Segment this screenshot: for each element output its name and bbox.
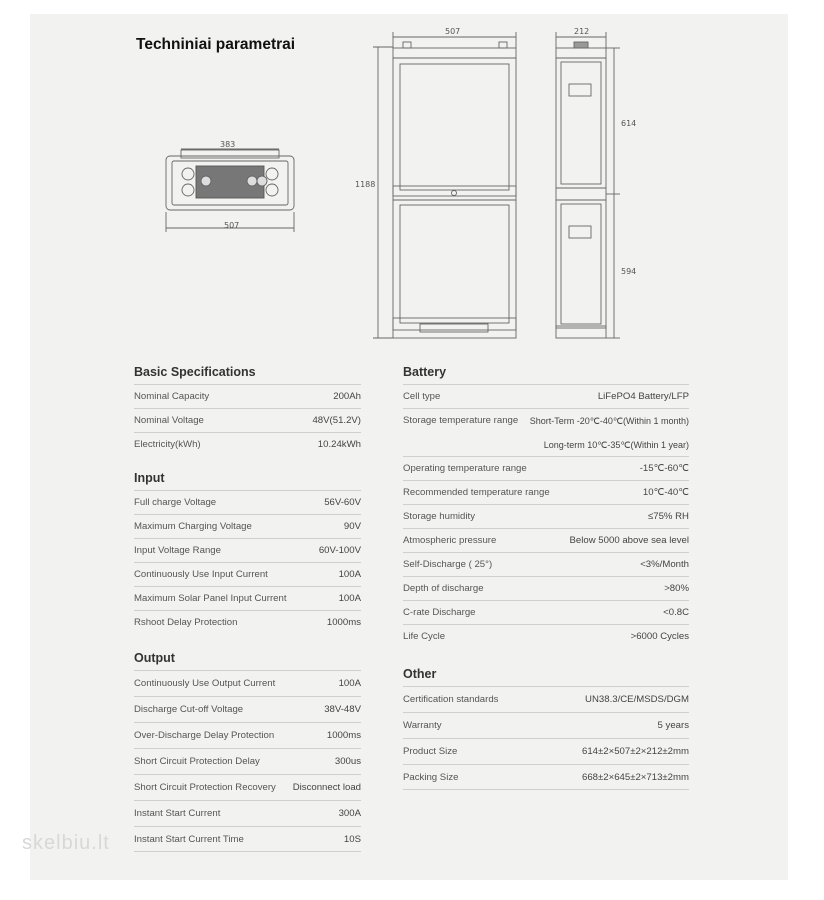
spec-label: C-rate Discharge xyxy=(403,607,476,618)
spec-value: 300A xyxy=(338,808,361,819)
spec-row xyxy=(134,696,361,722)
dim-front-height: 1188 xyxy=(355,180,376,189)
top-view-drawing xyxy=(166,149,294,232)
spec-value: 56V-60V xyxy=(324,497,361,508)
spec-label: Life Cycle xyxy=(403,631,446,642)
output-rows xyxy=(134,670,361,852)
spec-row xyxy=(134,514,361,538)
spec-row xyxy=(134,432,361,456)
spec-label: Self-Discharge ( 25°) xyxy=(403,559,493,570)
spec-value: 48V(51.2V) xyxy=(312,415,361,426)
dim-top-width: 383 xyxy=(220,140,236,149)
spec-label: Instant Start Current xyxy=(134,808,221,819)
spec-row xyxy=(403,624,689,648)
spec-label: Nominal Voltage xyxy=(134,415,204,426)
page-title: Techniniai parametrai xyxy=(136,36,296,53)
spec-value: 100A xyxy=(338,569,361,580)
spec-value: 300us xyxy=(334,756,361,767)
spec-row xyxy=(403,576,689,600)
section-title-output: Output xyxy=(134,651,175,665)
spec-label: Electricity(kWh) xyxy=(134,439,201,450)
spec-value: 38V-48V xyxy=(324,704,361,715)
spec-value: 10.24kWh xyxy=(317,439,361,450)
section-title-basic: Basic Specifications xyxy=(134,365,256,379)
spec-row xyxy=(134,384,361,408)
right-spec-column xyxy=(403,360,689,790)
spec-value: 1000ms xyxy=(326,617,361,628)
spec-value: Disconnect load xyxy=(292,782,361,793)
spec-label: Nominal Capacity xyxy=(134,391,210,402)
spec-label: Atmospheric pressure xyxy=(403,535,497,546)
spec-row xyxy=(403,480,689,504)
spec-row xyxy=(134,800,361,826)
spec-row xyxy=(134,748,361,774)
dim-top-depth: 507 xyxy=(224,221,240,230)
spec-label: Input Voltage Range xyxy=(134,545,221,556)
spec-value: 1000ms xyxy=(326,730,361,741)
spec-row xyxy=(403,408,689,456)
spec-value: 60V-100V xyxy=(318,545,361,556)
other-rows xyxy=(403,686,689,790)
dim-side-depth: 212 xyxy=(574,27,590,36)
spec-value: >80% xyxy=(664,583,689,594)
spec-label: Storage humidity xyxy=(403,511,475,522)
spec-label: Over-Discharge Delay Protection xyxy=(134,730,275,741)
spec-value: UN38.3/CE/MSDS/DGM xyxy=(585,694,689,705)
spec-row xyxy=(134,722,361,748)
spec-value: 100A xyxy=(338,678,361,689)
spec-value: Below 5000 above sea level xyxy=(569,535,689,546)
section-title-input: Input xyxy=(134,471,165,485)
spec-row xyxy=(403,504,689,528)
dim-side-lower: 594 xyxy=(621,267,637,276)
spec-value: Short-Term -20℃-40℃(Within 1 month) xyxy=(529,416,689,426)
section-title-other: Other xyxy=(403,667,437,681)
spec-label: Maximum Solar Panel Input Current xyxy=(134,593,287,604)
battery-rows xyxy=(403,384,689,648)
spec-value: LiFePO4 Battery/LFP xyxy=(597,391,689,402)
spec-value: 614±2×507±2×212±2mm xyxy=(581,746,689,757)
technical-drawing xyxy=(0,0,824,360)
spec-value: >6000 Cycles xyxy=(630,631,689,642)
spec-label: Continuously Use Input Current xyxy=(134,569,268,580)
spec-row xyxy=(134,670,361,696)
spec-value: 100A xyxy=(338,593,361,604)
dim-front-width: 507 xyxy=(445,27,461,36)
spec-row xyxy=(403,686,689,712)
spec-value: ≤75% RH xyxy=(648,511,689,522)
spec-value: 200Ah xyxy=(333,391,361,402)
left-spec-column xyxy=(134,360,361,852)
spec-label: Product Size xyxy=(403,746,458,757)
spec-label: Recommended temperature range xyxy=(403,487,550,498)
side-view-drawing xyxy=(556,32,620,338)
spec-row xyxy=(134,826,361,852)
spec-label: Storage temperature range xyxy=(403,415,519,426)
spec-label: Maximum Charging Voltage xyxy=(134,521,252,532)
spec-label: Full charge Voltage xyxy=(134,497,217,508)
spec-row xyxy=(134,538,361,562)
section-title-battery: Battery xyxy=(403,365,447,379)
spec-row xyxy=(134,774,361,800)
spec-row xyxy=(403,528,689,552)
dim-side-upper: 614 xyxy=(621,119,637,128)
spec-label: Rshoot Delay Protection xyxy=(134,617,238,628)
spec-value: 90V xyxy=(343,521,361,532)
spec-label: Depth of discharge xyxy=(403,583,484,594)
spec-value: <3%/Month xyxy=(640,559,689,570)
input-rows xyxy=(134,490,361,634)
spec-row xyxy=(134,490,361,514)
spec-row xyxy=(134,610,361,634)
spec-label: Operating temperature range xyxy=(403,463,527,474)
basic-rows xyxy=(134,384,361,456)
spec-row xyxy=(403,738,689,764)
spec-label: Warranty xyxy=(403,720,442,731)
spec-value: <0.8C xyxy=(663,607,689,618)
watermark: skelbiu.lt xyxy=(22,832,110,854)
front-view-drawing xyxy=(373,32,516,338)
spec-label: Short Circuit Protection Recovery xyxy=(134,782,276,793)
spec-row xyxy=(403,552,689,576)
spec-row xyxy=(134,408,361,432)
spec-row xyxy=(403,712,689,738)
spec-label: Short Circuit Protection Delay xyxy=(134,756,260,767)
spec-row xyxy=(134,562,361,586)
spec-value: 668±2×645±2×713±2mm xyxy=(581,771,689,783)
spec-label: Continuously Use Output Current xyxy=(134,678,276,689)
spec-label: Packing Size xyxy=(403,771,459,783)
spec-value: -15℃-60℃ xyxy=(639,463,689,474)
spec-row xyxy=(403,384,689,408)
spec-value: 10S xyxy=(343,833,361,845)
spec-row xyxy=(403,764,689,790)
spec-label: Instant Start Current Time xyxy=(134,833,244,845)
spec-value-secondary: Long-term 10℃-35℃(Within 1 year) xyxy=(543,440,689,450)
spec-label: Cell type xyxy=(403,391,441,402)
spec-value: 5 years xyxy=(657,720,689,731)
spec-row xyxy=(403,600,689,624)
spec-row xyxy=(403,456,689,480)
spec-label: Discharge Cut-off Voltage xyxy=(134,704,244,715)
spec-row xyxy=(134,586,361,610)
spec-value: 10℃-40℃ xyxy=(642,487,689,498)
spec-label: Certification standards xyxy=(403,694,499,705)
